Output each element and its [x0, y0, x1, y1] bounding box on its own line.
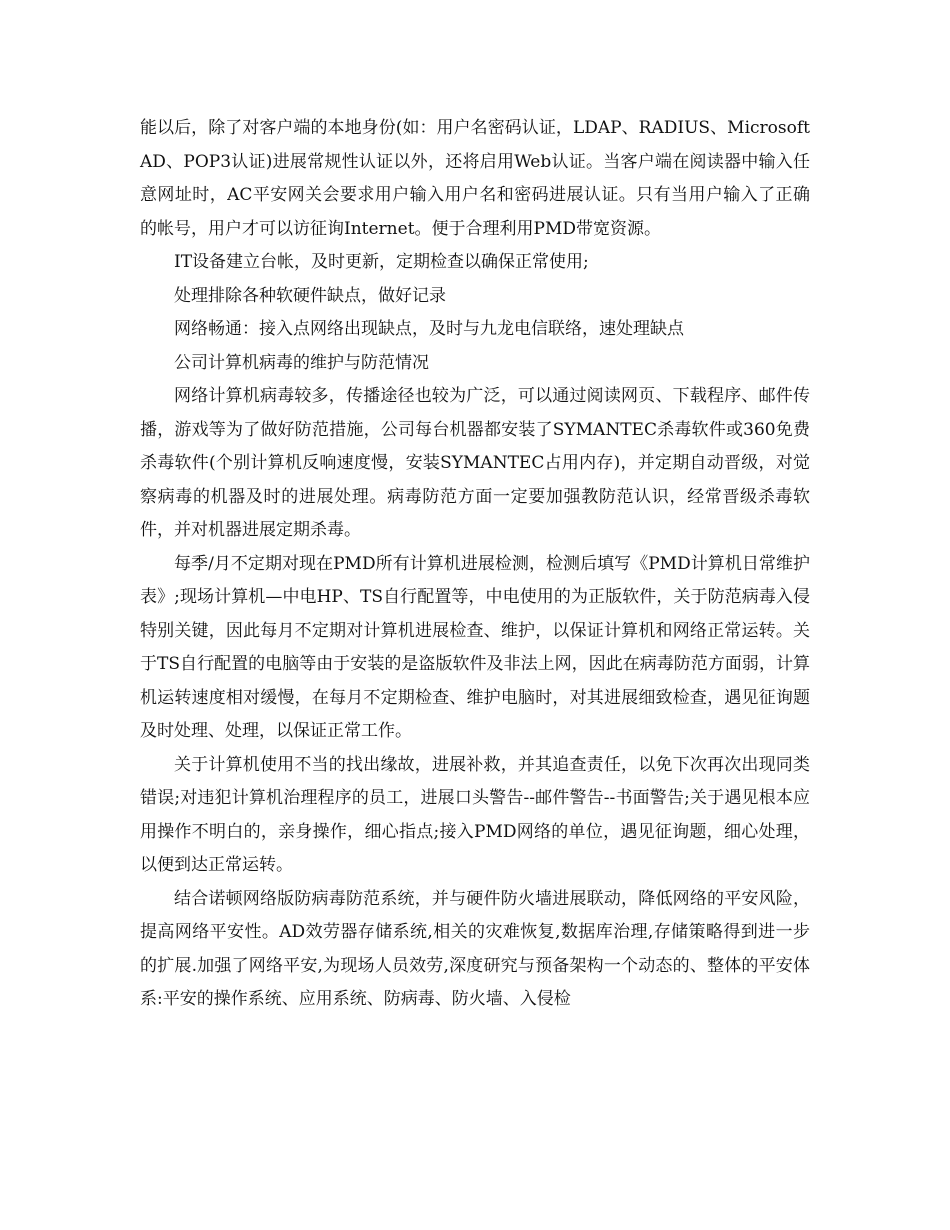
paragraph-8: 关于计算机使用不当的找出缘故，进展补救，并其追查责任，以免下次再次出现同类错误;对违犯计算机治理程序的员工，进展口头警告--邮件警告--书面警告;关于遇见根本应用操作不明白的，亲身操作，细心指点;接入PMD网络的单位，遇见征询题，细心处理，以便到达正常运转。: [140, 754, 810, 875]
paragraph-2: IT设备建立台帐，及时更新，定期检查以确保正常使用;: [174, 252, 589, 272]
paragraph-3: 处理排除各种软硬件缺点，做好记录: [174, 285, 446, 306]
paragraph-4: 网络畅通：接入点网络出现缺点，及时与九龙电信联络，速处理缺点: [174, 319, 684, 339]
paragraph-5: 公司计算机病毒的维护与防范情况: [174, 352, 429, 373]
paragraph-1: 能以后，除了对客户端的本地身份(如：用户名密码认证，LDAP、RADIUS、MicrosoftAD、POP3认证)进展常规性认证以外，还将启用Web认证。当客户端在阅读器中输入任意网址时，AC平安网关会要求用户输入用户名和密码进展认证。只有当用户输入了正确的帐号，用户才可以访征询Internet。便于合理利用PMD带宽资源。: [140, 118, 810, 239]
paragraph-9: 结合诺顿网络版防病毒防范系统，并与硬件防火墙进展联动，降低网络的平安风险，提高网络平安性。AD效劳器存储系统,相关的灾难恢复,数据库治理,存储策略得到进一步的扩展.加强了网络平安,为现场人员效劳,深度研究与预备架构一个动态的、整体的平安体系:平安的操作系统、应用系统、防病毒、防火墙、入侵检: [140, 888, 810, 1009]
document-body: [140, 112, 810, 1017]
paragraph-6: 网络计算机病毒较多，传播途径也较为广泛，可以通过阅读网页、下载程序、邮件传播，游戏等为了做好防范措施，公司每台机器都安装了SYMANTEC杀毒软件或360免费杀毒软件(个别计算机反响速度慢，安装SYMANTEC占用内存)，并定期自动晋级，对觉察病毒的机器及时的进展处理。病毒防范方面一定要加强教防范认识，经常晋级杀毒软件，并对机器进展定期杀毒。: [140, 386, 810, 540]
paragraph-7: 每季/月不定期对现在PMD所有计算机进展检测，检测后填写《PMD计算机日常维护表》;现场计算机—中电HP、TS自行配置等，中电使用的为正版软件，关于防范病毒入侵特别关键，因此每月不定期对计算机进展检查、维护，以保证计算机和网络正常运转。关于TS自行配置的电脑等由于安装的是盗版软件及非法上网，因此在病毒防范方面弱，计算机运转速度相对缓慢，在每月不定期检查、维护电脑时，对其进展细致检查，遇见征询题及时处理、处理，以保证正常工作。: [140, 553, 810, 741]
